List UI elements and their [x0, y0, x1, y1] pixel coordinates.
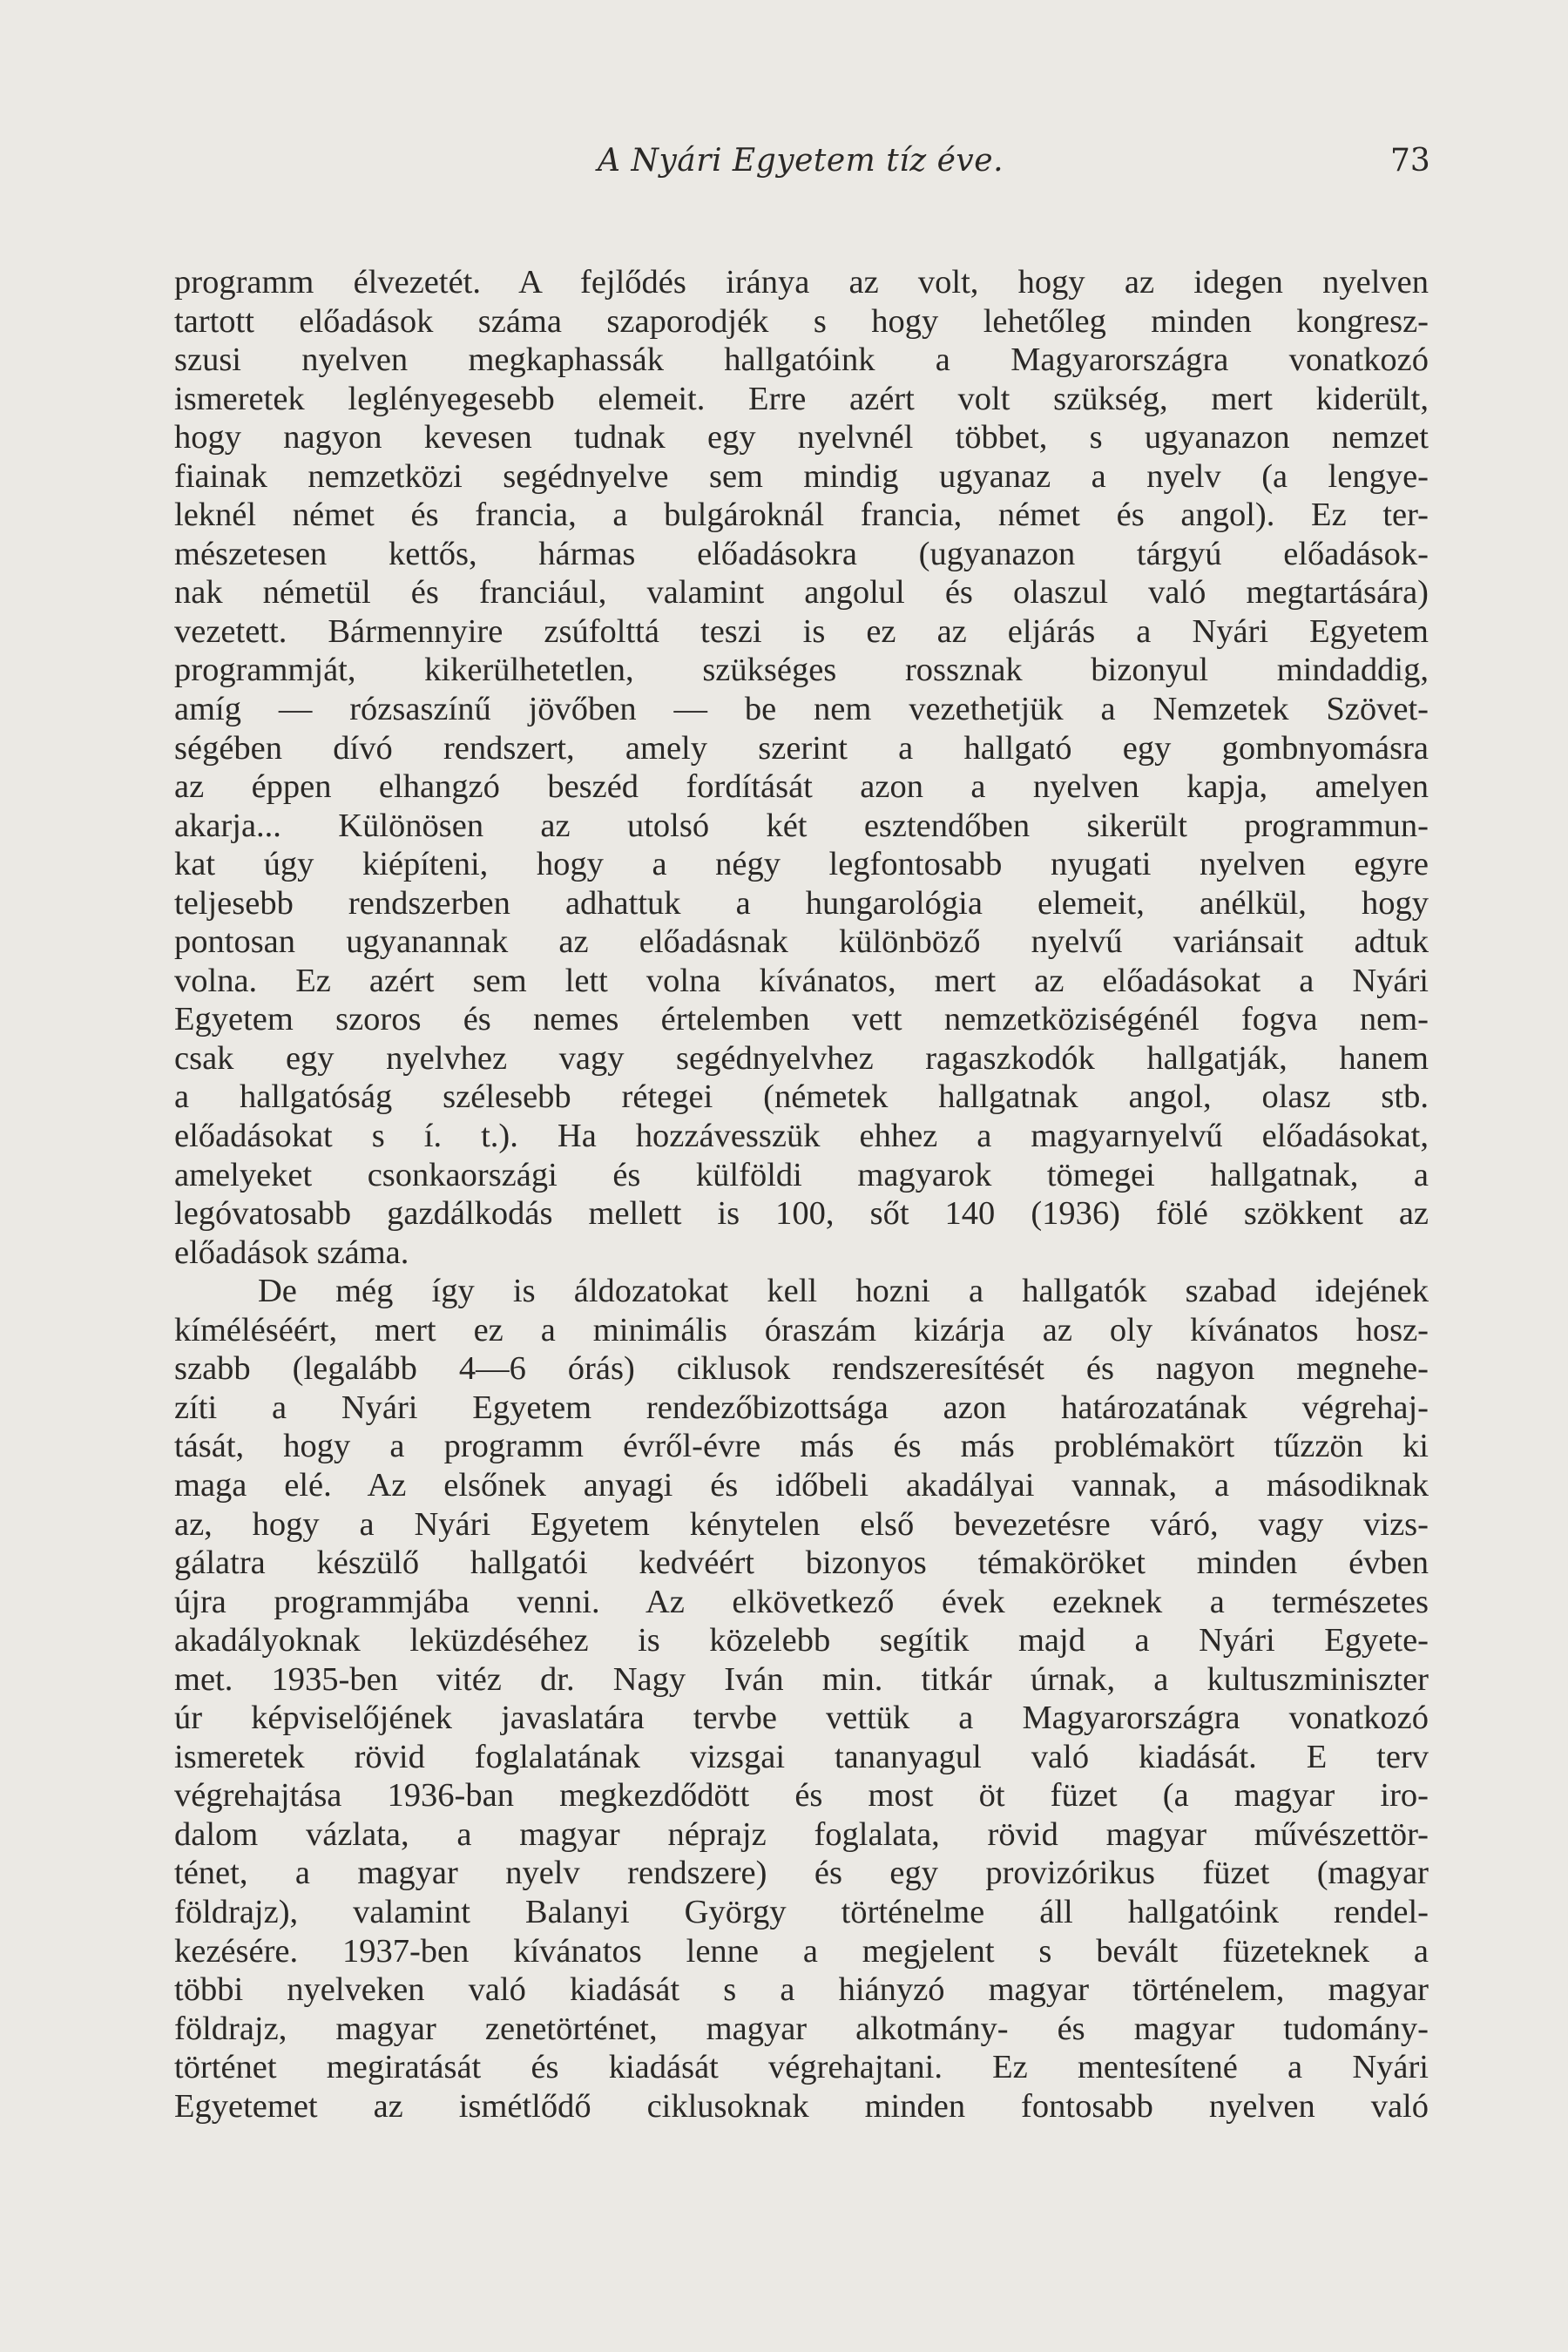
text-line: fiainak nemzetközi segédnyelve sem mindig ugyanaz a nyelv (a lengye- [174, 457, 1429, 495]
text-line: kat úgy kiépíteni, hogy a négy legfontosabb nyugati nyelven egyre [174, 846, 1429, 883]
text-line: pontosan ugyanannak az előadásnak különböző nyelvű variánsait adtuk [174, 923, 1429, 961]
text-line: teljesebb rendszerben adhattuk a hungarológia elemeit, anélkül, hogy [174, 884, 1429, 922]
text-line: akadályoknak leküzdéséhez is közelebb segítik majd a Nyári Egyete- [174, 1622, 1429, 1659]
text-line: szabb (legalább 4—6 órás) ciklusok rendszeresítését és nagyon megnehe- [174, 1350, 1429, 1388]
text-line: előadásokat s í. t.). Ha hozzávesszük ehhez a magyarnyelvű előadásokat, [174, 1118, 1429, 1155]
text-line: zíti a Nyári Egyetem rendezőbizottsága azon határozatának végrehaj- [174, 1389, 1429, 1426]
text-line: többi nyelveken való kiadását s a hiányzó magyar történelem, magyar [174, 1971, 1429, 2009]
text-line: Egyetemet az ismétlődő ciklusoknak minden fontosabb nyelven való [174, 2087, 1429, 2125]
text-line: volna. Ez azért sem lett volna kívánatos, mert az előadásokat a Nyári [174, 962, 1429, 999]
running-title: A Nyári Egyetem tíz éve. [598, 143, 1004, 179]
text-line: tartott előadások száma szaporodjék s hogy lehetőleg minden kongresz- [174, 302, 1429, 340]
text-line: földrajz), valamint Balanyi György történelme áll hallgatóink rendel- [174, 1893, 1429, 1930]
text-line: ténet, a magyar nyelv rendszere) és egy provizórikus füzet (magyar [174, 1855, 1429, 1892]
body-text [174, 263, 1429, 2126]
text-line: met. 1935-ben vitéz dr. Nagy Iván min. titkár úrnak, a kultuszminiszter [174, 1660, 1429, 1698]
text-line: programmját, kikerülhetetlen, szükséges rossznak bizonyul mindaddig, [174, 652, 1429, 689]
text-line: leknél német és francia, a bulgároknál francia, német és angol). Ez ter- [174, 497, 1429, 534]
text-line: De még így is áldozatokat kell hozni a hallgatók szabad idejének [258, 1273, 1429, 1310]
text-line: ségében dívó rendszert, amely szerint a hallgató egy gombnyomásra [174, 729, 1429, 767]
text-line: újra programmjába venni. Az elkövetkező évek ezeknek a természetes [174, 1583, 1429, 1620]
text-line: hogy nagyon kevesen tudnak egy nyelvnél többet, s ugyanazon nemzet [174, 419, 1429, 456]
text-line: csak egy nyelvhez vagy segédnyelvhez ragaszkodók hallgatják, hanem [174, 1039, 1429, 1077]
text-line: kíméléséért, mert ez a minimális óraszám kizárja az oly kívánatos hosz- [174, 1311, 1429, 1348]
text-line: akarja... Különösen az utolsó két esztendőben sikerült programmun- [174, 807, 1429, 844]
text-line: gálatra készülő hallgatói kedvéért bizonyos témaköröket minden évben [174, 1544, 1429, 1582]
text-line: mészetesen kettős, hármas előadásokra (ugyanazon tárgyú előadások- [174, 535, 1429, 572]
text-line: Egyetem szoros és nemes értelemben vett nemzetköziségénél fogva nem- [174, 1001, 1429, 1038]
text-line: földrajz, magyar zenetörténet, magyar alkotmány- és magyar tudomány- [174, 2010, 1429, 2047]
text-line: úr képviselőjének javaslatára tervbe vettük a Magyarországra vonatkozó [174, 1700, 1429, 1737]
text-line: előadások száma. [174, 1233, 409, 1271]
text-line: az éppen elhangzó beszéd fordítását azon a nyelven kapja, amelyen [174, 768, 1429, 806]
text-line: programm élvezetét. A fejlődés iránya az volt, hogy az idegen nyelven [174, 264, 1429, 301]
text-line: kezésére. 1937-ben kívánatos lenne a megjelent s bevált füzeteknek a [174, 1932, 1429, 1970]
text-line: tását, hogy a programm évről-évre más és más problémakört tűzzön ki [174, 1428, 1429, 1465]
text-line: maga elé. Az elsőnek anyagi és időbeli akadályai vannak, a másodiknak [174, 1466, 1429, 1504]
text-line: vezetett. Bármennyire zsúfolttá teszi is ez az eljárás a Nyári Egyetem [174, 612, 1429, 650]
text-line: ismeretek rövid foglalatának vizsgai tananyagul való kiadását. E terv [174, 1738, 1429, 1775]
text-line: a hallgatóság szélesebb rétegei (németek hallgatnak angol, olasz stb. [174, 1078, 1429, 1116]
text-line: történet megiratását és kiadását végrehajtani. Ez mentesítené a Nyári [174, 2049, 1429, 2086]
text-line: legóvatosabb gazdálkodás mellett is 100, sőt 140 (1936) fölé szökkent az [174, 1195, 1429, 1233]
text-line: amíg — rózsaszínű jövőben — be nem vezethetjük a Nemzetek Szövet- [174, 691, 1429, 728]
text-line: az, hogy a Nyári Egyetem kénytelen első bevezetésre váró, vagy vizs- [174, 1505, 1429, 1543]
text-line: dalom vázlata, a magyar néprajz foglalata, rövid magyar művészettör- [174, 1815, 1429, 1853]
running-header [0, 138, 1568, 190]
text-line: amelyeket csonkaországi és külföldi magyarok tömegei hallgatnak, a [174, 1156, 1429, 1193]
text-line: végrehajtása 1936-ban megkezdődött és most öt füzet (a magyar iro- [174, 1777, 1429, 1815]
page-number: 73 [1390, 143, 1430, 179]
text-line: nak németül és franciául, valamint angolul és olaszul való megtartására) [174, 574, 1429, 612]
text-line: ismeretek leglényegesebb elemeit. Erre azért volt szükség, mert kiderült, [174, 380, 1429, 417]
text-line: szusi nyelven megkaphassák hallgatóink a Magyarországra vonatkozó [174, 341, 1429, 379]
